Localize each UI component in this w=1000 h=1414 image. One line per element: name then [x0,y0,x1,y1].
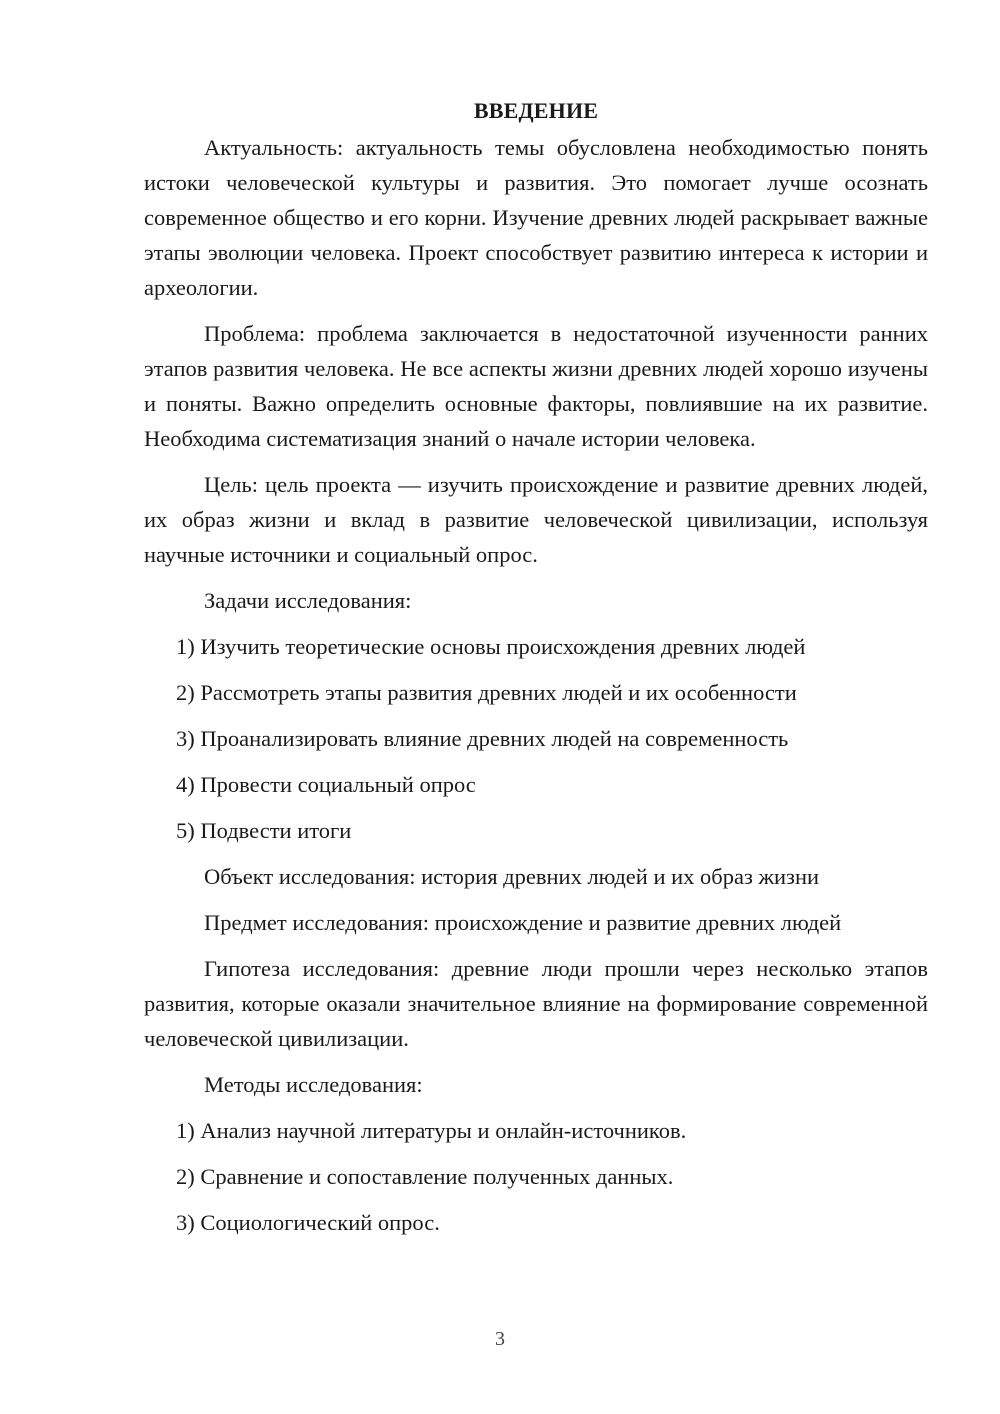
tasks-heading: Задачи исследования: [204,588,412,613]
task-item: 2) Рассмотреть этапы развития древних людей и их особенности [176,680,797,705]
method-item: 1) Анализ научной литературы и онлайн-источников. [176,1118,687,1143]
method-item: 3) Социологический опрос. [176,1210,440,1235]
methods-heading: Методы исследования: [204,1072,423,1097]
hypothesis-paragraph: Гипотеза исследования: древние люди прошли через несколько этапов развития, которые оказали значительное влияние на формирование современной человеческой цивилизации. [144,956,928,1051]
relevance-paragraph: Актуальность: актуальность темы обусловлена необходимостью понять истоки человеческой культуры и развития. Это помогает лучше осознать современное общество и его корни. Изучение древних людей раскрывает важные этапы эволюции человека. Проект способствует развитию интереса к истории и археологии. [144,135,928,300]
task-item: 4) Провести социальный опрос [176,772,476,797]
task-item: 3) Проанализировать влияние древних людей на современность [176,726,789,751]
subject-paragraph: Предмет исследования: происхождение и развитие древних людей [204,910,842,935]
task-item: 1) Изучить теоретические основы происхождения древних людей [176,634,806,659]
method-item: 2) Сравнение и сопоставление полученных данных. [176,1164,674,1189]
task-item: 5) Подвести итоги [176,818,352,843]
goal-paragraph: Цель: цель проекта — изучить происхождение и развитие древних людей, их образ жизни и вклад в развитие человеческой цивилизации, используя научные источники и социальный опрос. [144,472,928,567]
page-number: 3 [495,1328,505,1350]
object-paragraph: Объект исследования: история древних людей и их образ жизни [204,864,820,889]
section-title: ВВЕДЕНИЕ [473,98,599,123]
problem-paragraph: Проблема: проблема заключается в недостаточной изученности ранних этапов развития человека. Не все аспекты жизни древних людей хорошо изучены и поняты. Важно определить основные факторы, повлиявшие на их развитие. Необходима систематизация знаний о начале истории человека. [144,321,928,451]
